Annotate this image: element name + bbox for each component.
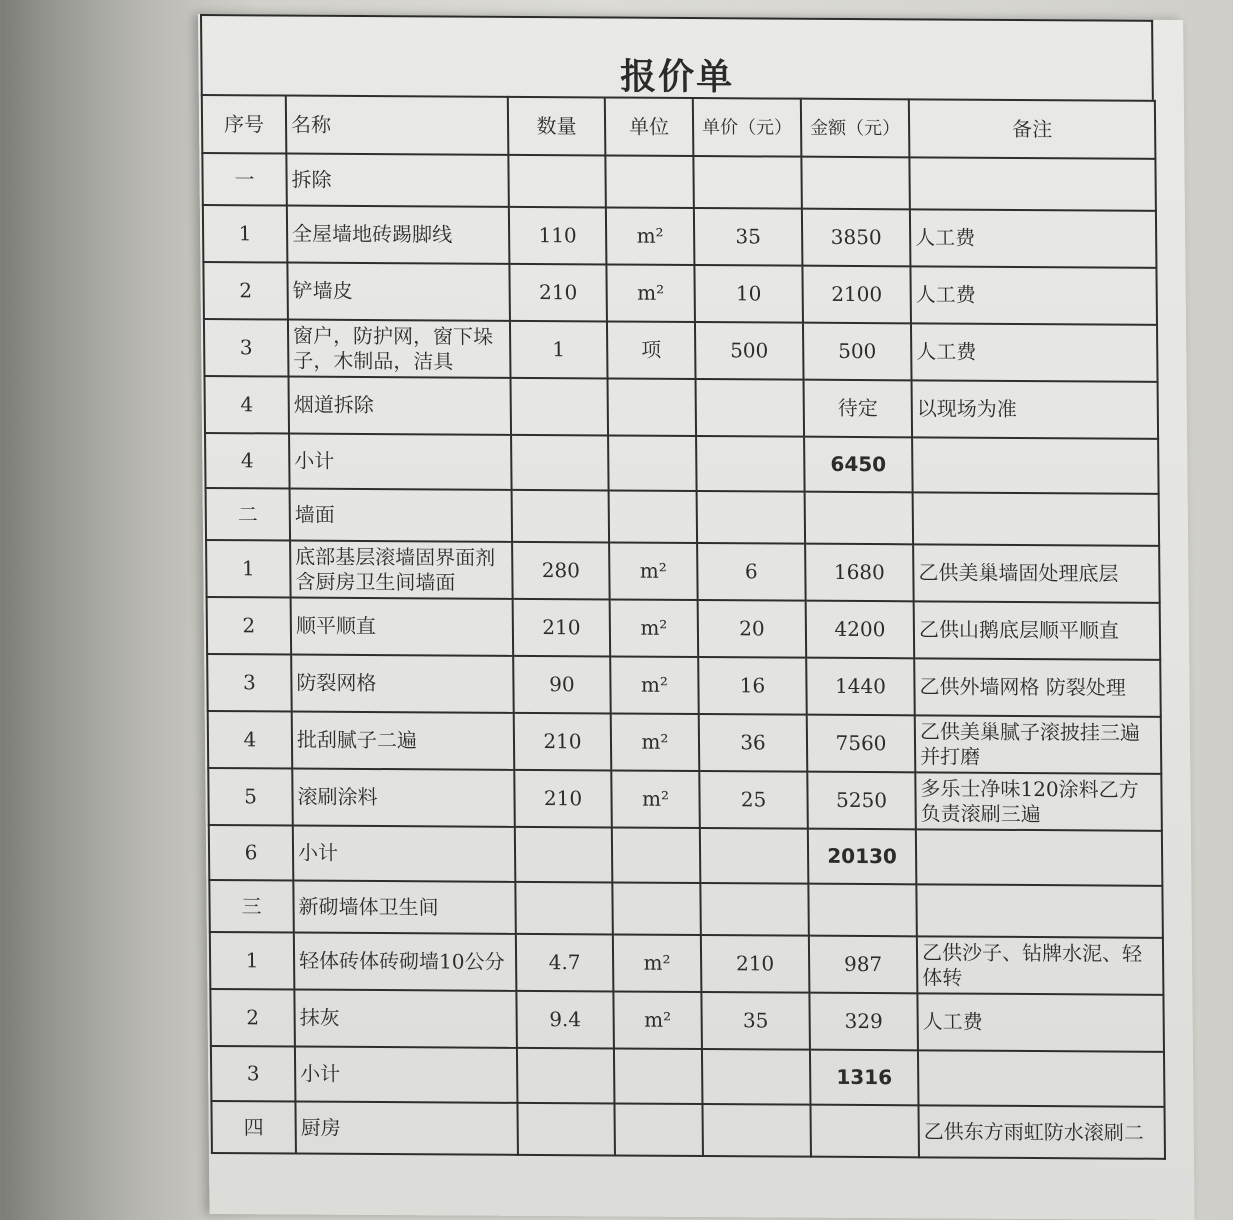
row-name: 烟道拆除 [288,377,511,435]
row-seq: 2 [203,262,288,320]
row-unit [608,435,697,491]
row-qty: 210 [514,713,612,771]
row-unit [614,1103,703,1156]
row-unit: m² [611,713,700,771]
quote-table [201,94,1166,1160]
header-seq: 序号 [202,95,287,154]
page-title: 报价单 [619,56,735,99]
row-remark [913,492,1160,546]
row-name: 滚刷涂料 [292,769,515,827]
row-qty [515,882,613,935]
row-amount: 2100 [802,266,911,324]
row-seq: 四 [211,1101,296,1154]
table-row [208,768,1162,831]
row-qty: 210 [513,599,611,657]
row-unit: 项 [607,321,696,379]
row-name: 墙面 [290,489,513,542]
row-price [702,1104,811,1157]
row-seq: 1 [210,932,295,990]
table-row [210,989,1164,1052]
row-remark: 乙供外墙网格 防裂处理 [914,658,1161,717]
row-remark: 多乐士净味120涂料乙方负责滚刷三遍 [915,772,1162,831]
row-price: 25 [699,771,808,829]
row-amount: 1316 [810,1050,919,1106]
row-price: 16 [698,657,807,715]
row-price [697,491,806,544]
row-unit: m² [611,770,700,828]
row-unit [612,827,701,883]
row-name: 铲墙皮 [287,263,510,321]
row-name: 底部基层滚墙固界面剂含厨房卫生间墙面 [290,541,513,599]
row-price: 210 [701,935,810,993]
row-qty: 90 [513,656,611,714]
row-name: 小计 [295,1047,518,1103]
row-amount [805,492,914,545]
row-qty [511,435,609,491]
row-remark: 人工费 [911,323,1158,382]
row-unit: m² [610,599,699,657]
row-amount: 7560 [807,715,916,773]
row-qty: 210 [509,264,607,322]
row-seq: 4 [204,376,289,434]
section-row [206,488,1160,546]
table-row [210,932,1164,995]
row-amount: 20130 [808,829,917,885]
row-unit [605,155,694,208]
row-price [700,883,809,936]
row-name: 小计 [289,434,512,490]
row-price: 20 [698,600,807,658]
row-price: 10 [694,265,803,323]
row-price: 6 [697,543,806,601]
row-qty [508,155,606,208]
table-row [208,711,1162,774]
row-seq: 5 [208,768,293,826]
row-amount: 3850 [802,209,911,267]
row-seq: 一 [202,153,287,206]
row-seq: 3 [211,1046,296,1102]
row-name: 批刮腻子二遍 [292,712,515,770]
row-name: 抹灰 [294,990,517,1048]
row-amount: 987 [809,936,918,994]
row-price [702,1049,811,1105]
row-seq: 三 [209,880,294,933]
row-amount: 1680 [805,544,914,602]
section-row [202,153,1156,211]
row-amount: 6450 [804,437,913,493]
row-unit: m² [609,542,698,600]
title-box [200,14,1154,100]
header-amount: 金额（元） [801,99,910,158]
row-amount: 待定 [804,380,913,438]
row-price: 36 [699,714,808,772]
row-price [700,828,809,884]
row-qty [517,1048,615,1104]
table-row [206,540,1160,603]
row-remark: 乙供美巢腻子滚披挂三遍并打磨 [915,715,1162,774]
row-unit [609,490,698,543]
row-price: 500 [695,322,804,380]
row-seq: 4 [205,433,290,489]
row-seq: 3 [204,319,289,377]
table-row [203,262,1157,325]
row-qty: 280 [512,542,610,600]
subtotal-row [211,1046,1165,1107]
row-price: 35 [701,992,810,1050]
row-remark: 人工费 [910,209,1157,268]
row-unit: m² [606,264,695,322]
row-name: 厨房 [295,1102,518,1155]
row-seq: 1 [203,205,288,263]
row-amount: 1440 [806,658,915,716]
row-seq: 3 [207,654,292,712]
row-qty: 9.4 [516,991,614,1049]
row-unit [614,1048,703,1104]
row-remark [916,884,1163,938]
header-unit: 单位 [605,97,694,156]
row-unit: m² [613,991,702,1049]
header-remark: 备注 [909,99,1156,159]
row-amount: 4200 [806,601,915,659]
row-remark: 乙供东方雨虹防水滚刷二 [918,1105,1165,1159]
row-price [693,156,802,209]
row-remark [912,437,1159,494]
row-amount: 500 [803,323,912,381]
row-amount [808,884,917,937]
row-unit: m² [613,934,702,992]
row-remark: 以现场为准 [912,380,1159,439]
row-price: 35 [694,208,803,266]
row-name: 窗户，防护网，窗下垛子，木制品，洁具 [288,320,511,378]
row-seq: 6 [209,825,294,881]
row-qty: 110 [509,207,607,265]
row-name: 拆除 [286,154,509,207]
row-name: 顺平顺直 [291,598,514,656]
section-row [211,1101,1165,1159]
table-row [203,205,1157,268]
row-name: 小计 [293,826,516,882]
row-price [696,379,805,437]
subtotal-row [205,433,1159,494]
row-unit [608,378,697,436]
row-remark [909,157,1156,211]
row-name: 新砌墙体卫生间 [293,881,516,934]
table-row [207,597,1161,660]
row-remark: 乙供山鹅底层顺平顺直 [914,601,1161,660]
row-remark: 乙供美巢墙固处理底层 [913,544,1160,603]
table-row [204,319,1158,382]
row-remark: 人工费 [910,266,1157,325]
row-seq: 2 [207,597,292,655]
row-seq: 2 [210,989,295,1047]
row-seq: 二 [206,488,291,541]
row-seq: 4 [208,711,293,769]
header-row [202,95,1156,159]
row-unit: m² [610,656,699,714]
row-qty: 4.7 [516,934,614,992]
row-qty [510,378,608,436]
header-qty: 数量 [508,97,606,156]
quote-sheet [198,14,1195,1220]
row-remark: 人工费 [917,993,1164,1052]
row-unit [612,882,701,935]
row-name: 防裂网格 [291,655,514,713]
row-price [696,436,805,492]
table-row [204,376,1158,439]
row-qty: 1 [510,321,608,379]
row-remark [916,829,1163,886]
row-remark [918,1050,1165,1107]
subtotal-row [209,825,1163,886]
row-qty: 210 [514,770,612,828]
row-amount [801,157,910,210]
section-row [209,880,1163,938]
row-seq: 1 [206,540,291,598]
row-unit: m² [606,207,695,265]
header-price: 单价（元） [693,98,802,157]
row-amount: 329 [809,993,918,1051]
table-row [207,654,1161,717]
row-qty [517,1103,615,1156]
row-amount [810,1105,919,1158]
row-qty [515,827,613,883]
row-name: 轻体砖体砖砌墙10公分 [294,933,517,991]
row-name: 全屋墙地砖踢脚线 [287,206,510,264]
header-name: 名称 [286,96,509,155]
row-amount: 5250 [807,772,916,830]
row-remark: 乙供沙子、钻牌水泥、轻体转 [917,936,1164,995]
row-qty [512,490,610,543]
